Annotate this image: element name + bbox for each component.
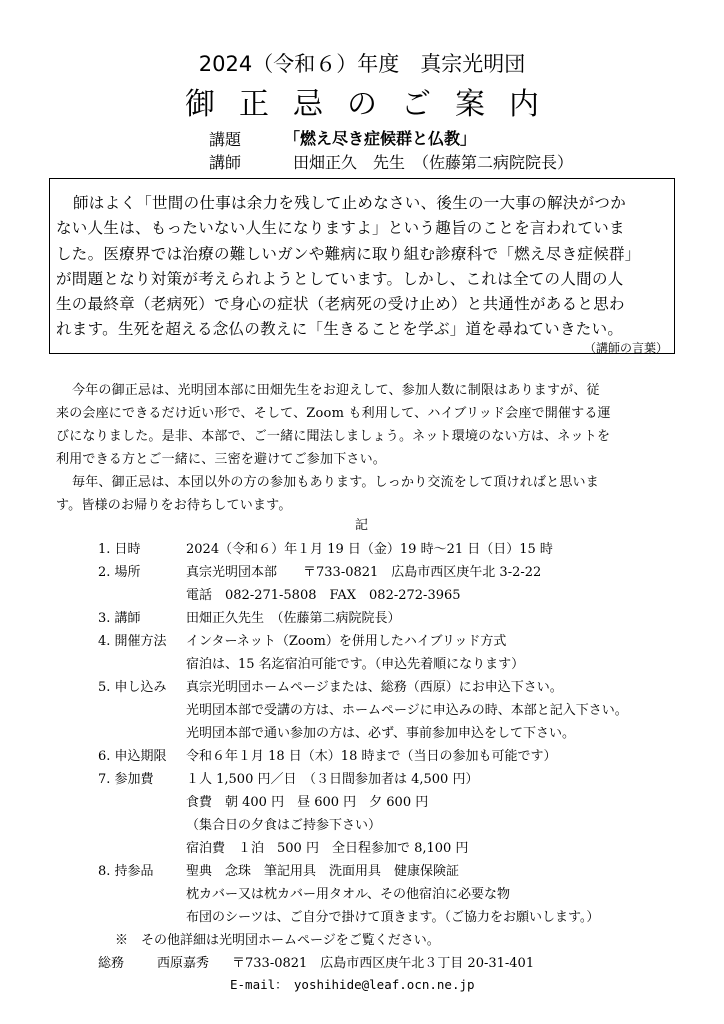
- title-line-1: 2024（令和６）年度 真宗光明団: [198, 52, 526, 76]
- detail-value: 2024（令和６）年１月 19 日（金）19 時〜21 日（日）15 時: [186, 542, 553, 557]
- detail-value: 真宗光明団ホームページまたは、総務（西原）にお申込下さい。: [186, 680, 563, 695]
- detail-label-bring: 8. 持参品: [98, 864, 154, 879]
- detail-value: （集合日の夕食はご持参下さい）: [186, 818, 382, 833]
- detail-value: 田畑正久先生 （佐藤第二病院院長）: [186, 611, 401, 626]
- detail-value: 真宗光明団本部 〒733-0821 広島市西区庚午北 3-2-22: [186, 565, 542, 580]
- detail-value: 食費 朝 400 円 昼 600 円 夕 600 円: [186, 795, 429, 810]
- detail-label-deadline: 6. 申込期限: [98, 749, 167, 764]
- quote-line: 生の最終章（老病死）で身心の症状（老病死の受け止め）と共通性があると思わ: [56, 295, 625, 313]
- detail-label-place: 2. 場所: [98, 565, 141, 580]
- lecturer-name: 田畑正久 先生 （佐藤第二病院院長）: [293, 153, 574, 172]
- detail-label-application: 5. 申し込み: [98, 680, 167, 695]
- quote-signature: （講師の言葉）: [583, 341, 668, 355]
- detail-value: 宿泊は、15 名迄宿泊可能です。（申込先着順になります）: [186, 657, 525, 672]
- quote-line: 師はよく「世間の仕事は余力を残して止めなさい、後生の一大事の解決がつか: [73, 194, 627, 212]
- intro-line: 毎年、御正忌は、本団以外の方の参加もあります。しっかり交流をして頂ければと思いま: [72, 475, 599, 490]
- quote-line: ない人生は、もったいない人生になりますよ」という趣旨のことを言われていま: [56, 219, 625, 237]
- detail-label-method: 4. 開催方法: [98, 634, 167, 649]
- quote-line: した。医療界では治療の難しいガンや難病に取り組む診療科で「燃え尽き症候群」: [56, 245, 641, 263]
- quote-line: れます。生死を超える念仏の教えに「生きることを学ぶ」道を尋ねていきたい。: [56, 320, 624, 338]
- detail-value: 聖典 念珠 筆記用具 洗面用具 健康保険証: [186, 864, 460, 879]
- quote-line: が問題となり対策が考えられようとしています。しかし、これは全ての人間の人: [56, 270, 624, 288]
- details-heading: 記: [355, 518, 369, 533]
- intro-line: 来の会座にできるだけ近い形で、そして、Zoom も利用して、ハイブリッド会座で開催する運: [56, 406, 611, 421]
- detail-value: 光明団本部で通い参加の方は、必ず、事前参加申込をして下さい。: [186, 726, 575, 741]
- intro-line: 今年の御正忌は、光明団本部に田畑先生をお迎えして、参加人数に制限はありますが、従: [72, 383, 600, 398]
- detail-value: 宿泊費 １泊 500 円 全日程参加で 8,100 円: [186, 841, 469, 856]
- intro-line: 利用できる方とご一緒に、三密を避けてご参加下さい。: [56, 452, 387, 467]
- detail-value: インターネット（Zoom）を併用したハイブリッド方式: [186, 634, 507, 649]
- contact-label: 総務: [98, 956, 125, 971]
- detail-value: 光明団本部で受講の方は、ホームページに申込みの時、本部と記入下さい。: [186, 703, 628, 718]
- lecture-topic: 「燃え尽き症候群と仏教」: [284, 129, 477, 148]
- page-title: 御正忌のご案内: [185, 87, 563, 122]
- detail-label-fee: 7. 参加費: [98, 772, 154, 787]
- detail-value: 電話 082-271-5808 FAX 082-272-3965: [186, 588, 461, 603]
- lecturer-label: 講師: [209, 153, 242, 172]
- intro-line: びになりました。是非、本部で、ご一緒に聞法しましょう。ネット環境のない方は、ネットを: [56, 429, 611, 444]
- detail-value: １人 1,500 円／日 （３日間参加者は 4,500 円）: [186, 772, 479, 787]
- contact-email[interactable]: E-mail： yoshihide@leaf.ocn.ne.jp: [230, 977, 475, 992]
- detail-value: 枕カバー又は枕カバー用タオル、その他宿泊に必要な物: [186, 887, 510, 902]
- contact-address: 〒733-0821 広島市西区庚午北３丁目 20-31-401: [232, 956, 535, 971]
- intro-line: す。皆様のお帰りをお待ちしています。: [56, 498, 292, 513]
- detail-label-datetime: 1. 日時: [98, 542, 141, 557]
- topic-label: 講題: [209, 130, 242, 149]
- detail-label-lecturer: 3. 講師: [98, 611, 141, 626]
- footer-note: ※ その他詳細は光明団ホームページをご覧ください。: [115, 933, 440, 948]
- contact-name: 西原嘉秀: [157, 956, 210, 971]
- detail-value: 令和６年１月 18 日（木）18 時まで（当日の参加も可能です）: [186, 749, 557, 764]
- detail-value: 布団のシーツは、ご自分で掛けて頂きます。（ご協力をお願いします。）: [186, 910, 600, 925]
